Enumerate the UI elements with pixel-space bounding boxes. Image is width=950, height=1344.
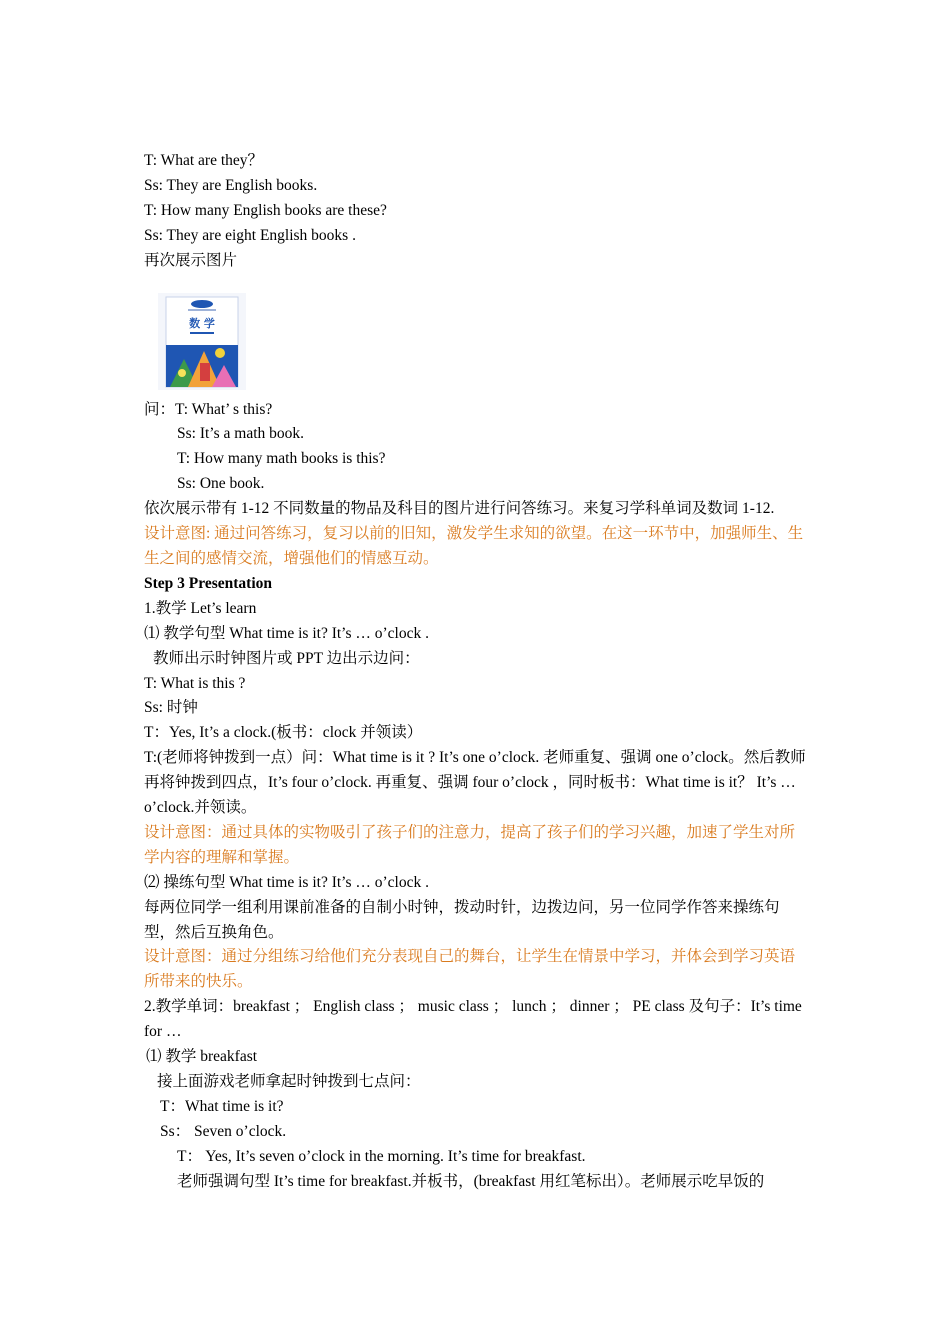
lets-learn-heading: 1.教学 Let’s learn bbox=[144, 599, 257, 617]
dialog-line: T：Yes, It’s a clock.(板书：clock 并领读） bbox=[144, 724, 423, 742]
dialog-line: Ss: They are eight English books . bbox=[144, 226, 356, 244]
dialog-line: Ss： Seven o’clock. bbox=[160, 1122, 287, 1140]
dialog-line: T: What is this ? bbox=[144, 674, 246, 692]
dialog-line: Ss: One book. bbox=[177, 475, 265, 493]
math-book-cover-image bbox=[144, 274, 810, 398]
dialog-line: Ss: They are English books. bbox=[144, 176, 318, 194]
dialog-line: T： Yes, It’s seven o’clock in the morning. It’s time for breakfast. bbox=[177, 1147, 586, 1165]
dialog-line: T: How many math books is this? bbox=[177, 450, 386, 468]
dialog-line: T：What time is it? bbox=[160, 1097, 284, 1115]
review-paragraph: 依次展示带有 1-12 不同数量的物品及科目的图片进行问答练习。来复习学科单词及数词 1-12. bbox=[144, 500, 775, 518]
dialog-line: Ss: It’s a math book. bbox=[177, 425, 305, 443]
dialog-line: Ss: 时钟 bbox=[144, 699, 198, 717]
pair-practice-paragraph: 每两位同学一组利用课前准备的自制小时钟，拨动时针，边拨边问，另一位同学作答来操练句型，然后互换角色。 bbox=[144, 898, 780, 941]
item-2: ⑵ 操练句型 What time is it? It’s … o’clock . bbox=[144, 873, 429, 891]
design-intent-1: 设计意图: 通过问答练习，复习以前的旧知，激发学生求知的欲望。在这一环节中，加强师生、生生之间的感情交流，增强他们的情感互动。 bbox=[144, 525, 804, 567]
words-paragraph: 2.教学单词：breakfast ； English class ； music class ； lunch ； dinner ； PE class 及句子：It’s time for … bbox=[144, 998, 802, 1041]
dialog-line: T: How many English books are these? bbox=[144, 201, 387, 219]
document-page bbox=[144, 149, 810, 1195]
design-intent-2: 设计意图：通过具体的实物吸引了孩子们的注意力，提高了孩子们的学习兴趣，加速了学生对所学内容的理解和掌握。 bbox=[144, 823, 796, 866]
step-heading: Step 3 Presentation bbox=[144, 574, 273, 592]
item-1: ⑴ 教学句型 What time is it? It’s … o’clock . bbox=[144, 624, 429, 642]
svg-text:数 学: 数 学 bbox=[189, 316, 215, 330]
show-again-text: 再次展示图片 bbox=[144, 251, 238, 269]
dialog-line: T: What are they？ bbox=[144, 152, 264, 169]
item-1-note: 教师出示时钟图片或 PPT 边出示边问： bbox=[153, 649, 420, 667]
dialog-question-line: 问：T: What’ s this? bbox=[144, 400, 273, 418]
math-book-cover-icon bbox=[158, 293, 246, 390]
last-line: 老师强调句型 It’s time for breakfast.并板书，(breakfast 用红笔标出）。老师展示吃早饭的 bbox=[177, 1172, 765, 1190]
clock-paragraph: T:(老师将钟拨到一点）问：What time is it ? It’s one o’clock. 老师重复、强调 one o’clock。然后教师再将钟拨到四点，It’s four o’clock. 再重复、强调 four o’clock ，同时板书：What time is it？ It’s …o’clock.并领读。 bbox=[144, 749, 806, 817]
design-intent-3: 设计意图：通过分组练习给他们充分表现自己的舞台，让学生在情景中学习，并体会到学习英语所带来的快乐。 bbox=[144, 948, 796, 991]
item-3: ⑴ 教学 breakfast bbox=[146, 1048, 258, 1066]
item-3-note: 接上面游戏老师拿起时钟拨到七点问： bbox=[157, 1073, 421, 1090]
